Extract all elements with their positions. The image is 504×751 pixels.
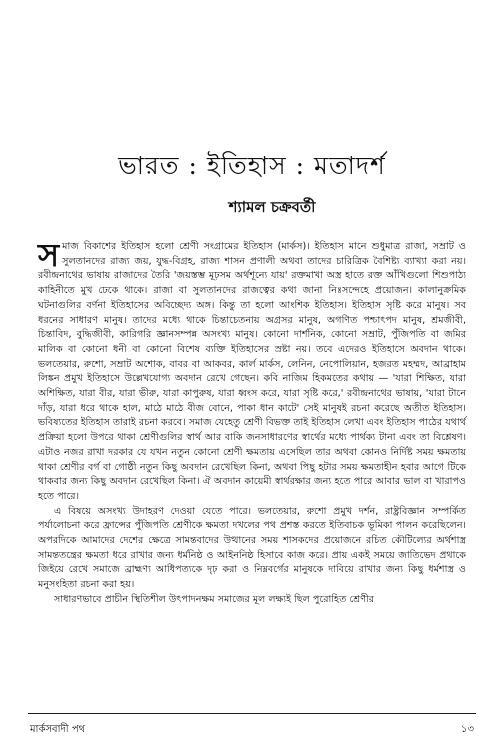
- paragraph-1-text: মাজ বিকাশের ইতিহাস হলো শ্রেণী সংগ্রামের ইতিহাস (মার্কস)। ইতিহাস মানে শুধুমাত্র রাজা, সম্রাট ও সুলতানদের রাজ্য জয়, যুদ্ধ-বিগ্রহ, রাজ্য শাসন প্রণালী অথবা তাদের চারিত্রিক বৈশিষ্ট্য ব্যাখ্যা করা নয়। রবীন্দ্রনাথের ভাষায় রাজাদের তৈরি 'জয়স্তম্ভ মূঢ়সম অর্থশূন্যে যায়' রক্তমাখা অস্ত্র হাতে রক্ত আঁখিগুলো শিশুপাঠ্য কাহিনীতে মুখ ঢেকে থাকে। রাজা বা সুলতানদের রাজত্বের কথা জানা নিঃসন্দেহে প্রয়োজন। কালানুক্রমিক ঘটনাগুলির বর্ণনা ইতিহাসের অবিচ্ছেদ্য অঙ্গ। কিন্তু তা হলো আংশিক ইতিহাস। ইতিহাস সৃষ্টি করে মানুষ। সব ধরনের সাধারণ মানুষ। তাদের মধ্যে থাকে চিন্তাচেতনায় অগ্রসর মানুষ, অগণিত পশ্চাৎপদ মানুষ, শ্রমজীবী, চিন্তাবিদ, বুদ্ধিজীবী, কারিগরি জ্ঞানসম্পন্ন অসংখ্য মানুষ। কোনো দার্শনিক, কোনো সম্রাট, পুঁজিপতি বা জমির মালিক বা কোনো ধনী বা কোনো বিশেষ ব্যক্তি ইতিহাসের স্রষ্টা নয়। তবে এদেরও ইতিহাসে অবদান থাকে। ভলতেয়ার, রুশো, সম্রাট অশোক, বাবর বা আকবর, কার্ল মার্কস, লেনিন, নেপোলিয়ান, হজরত মহম্মদ, আব্রাহাম লিঙ্কন প্রমুখ ইতিহাসে উল্লেখযোগ্য অবদান রেখে গেছেন। কবি নাজিম হিকমতের কথায় — 'যারা শিক্ষিত, যারা অশিক্ষিত, যারা বীর, যারা ভীরু, যারা কাপুরুষ, যারা ধ্বংস করে, যারা সৃষ্টি করে,' রবীন্দ্রনাথের ভাষায়, 'যারা টানে দাঁড়, যারা ধরে থাকে হাল, মাঠে মাঠে বীজ বোনে, পাকা ধান কাটে' সেই মানুষই রচনা করেছে অতীত ইতিহাস। ভবিষ্যতের ইতিহাস তারাই রচনা করবে। সমাজ যেহেতু শ্রেণী বিভক্ত তাই ইতিহাস লেখা এবং ইতিহাস পাঠের যথার্থ প্রক্রিয়া হলো উপরে থাকা শ্রেণীগুলির স্বার্থ আর বাকি জনসাধারণের স্বার্থের মধ্যে পার্থক্য টানা এবং তা বিশ্লেষণ। এটাও নজর রাখা দরকার যে যখন নতুন কোনো শ্রেণী ক্ষমতায় এসেছিল তার অথবা কোনও নির্দিষ্ট সময় ক্ষমতায় থাকা শ্রেণীর বর্গ বা গোষ্ঠী নতুন কিছু অবদান রেখেছিল কিনা, অথবা পিছু হটার সময় ক্ষমতাহীন হবার আগে টিকে থাকবার জন্য কিছু অবদান রেখেছিল কিনা। ঐ অবদান কায়েমী স্বার্থরক্ষার জন্য হতে পারে আবার ভাল বা খারাপও হতে পারে।: [38, 241, 466, 502]
- footer-publication: মার্কসবাদী পথ: [30, 724, 86, 735]
- article-body: [38, 236, 466, 608]
- page-number: ১৩: [461, 724, 474, 735]
- paragraph-1: [38, 236, 466, 505]
- footer-divider: [28, 713, 476, 714]
- article-title: ভারত : ইতিহাস : মতাদর্শ: [118, 151, 386, 180]
- paragraph-2: এ বিষয়ে অসংখ্য উদাহরণ দেওয়া যেতে পারে। ভলতেয়ার, রুশো প্রমুখ দর্শন, রাষ্ট্রবিজ্ঞান সম্পর্কিত পর্যালোচনা করে ফ্রান্সের পুঁজিপতি শ্রেণীকে ক্ষমতা দখলের পথ প্রশস্ত করতে ইতিবাচক ভূমিকা পালন করেছিলেন। অপরদিকে আমাদের দেশের ক্ষেত্রে সামন্তবাদের উত্থানের সময় শাসকদের প্রয়োজনে রচিত কৌটিল্যের অর্থশাস্ত্র সামন্ততন্ত্রের ক্ষমতা ধরে রাখার জন্য ধর্মনিষ্ঠ ও আইননিষ্ঠ হিসাবে কাজ করে। প্রায় একই সময়ে জাতিভেদ প্রথাকে জিইয়ে রেখে সমাজে ব্রাহ্মণ্য আধিপত্যকে দৃঢ় করা ও নিম্নবর্গের মানুষকে দাবিয়ে রাখার জন্য কিছু ধর্মশাস্ত্র ও মনুসংহিতা রচনা করা হয়।: [38, 505, 466, 591]
- paragraph-3: সাধারণভাবে প্রাচীন স্থিতিশীল উৎপাদনক্ষম সমাজের মূল লক্ষ্যই ছিল পুরোহিত শ্রেণীর: [54, 593, 375, 605]
- article-author: শ্যামল চক্রবর্তী: [228, 198, 316, 216]
- drop-cap: স: [38, 236, 60, 274]
